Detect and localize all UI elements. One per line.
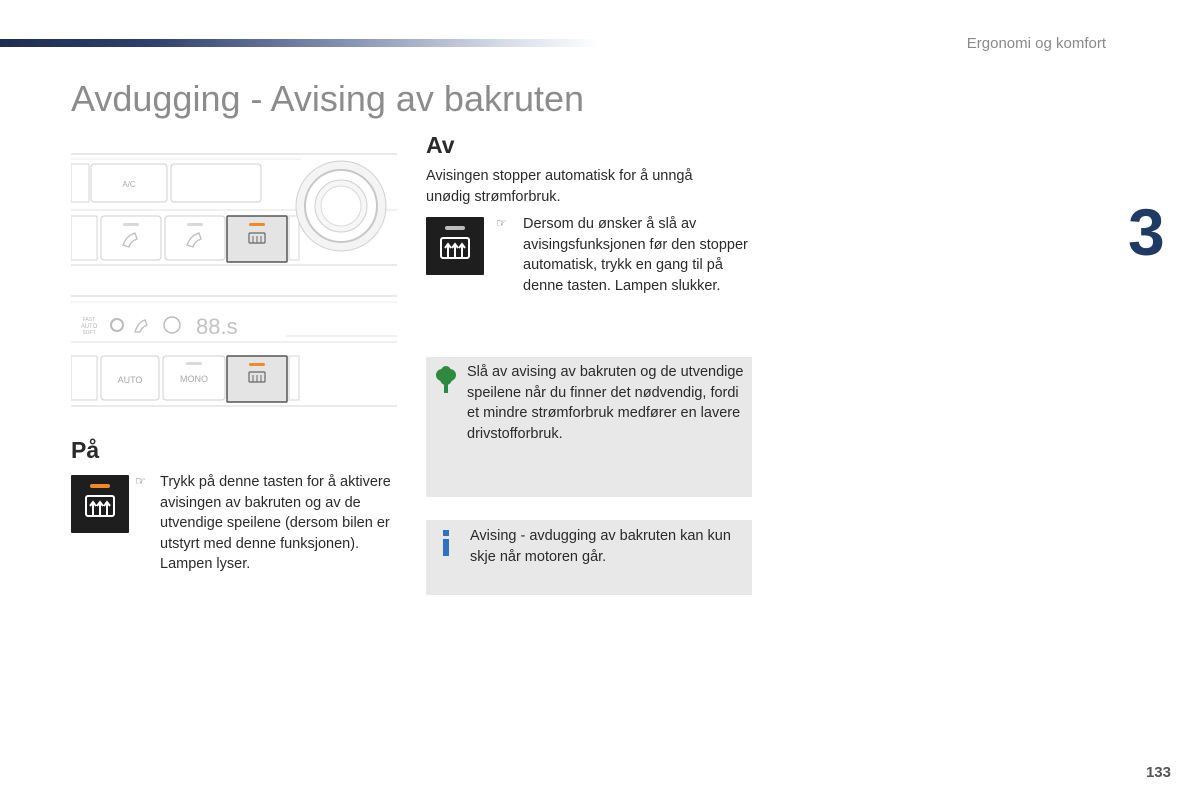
pointing-hand-icon: ☞ (135, 474, 146, 488)
climate-panel-bottom-illustration (71, 292, 397, 412)
ac-label: A/C (122, 180, 136, 189)
svg-text:AUTO: AUTO (80, 324, 98, 330)
page-number: 133 (1145, 764, 1171, 781)
pa-text: Trykk på denne tasten for å aktivere avisingen av bakruten og av de utvendige speilene (dersom bilen er utstyrt med denne funksjonen). Lampen lyser. (160, 474, 391, 572)
rear-defrost-button-off-icon (426, 217, 484, 275)
av-heading: Av (426, 132, 455, 158)
svg-text:FAST: FAST (82, 317, 96, 323)
chapter-number: 3 (1128, 195, 1165, 269)
lamp-on-indicator (90, 484, 110, 488)
av-text: Dersom du ønsker å slå av avisingsfunksjonen før den stopper automatisk, trykk en gang til på denne tasten. Lampen slukker. (523, 216, 748, 294)
av-intro-text: Avisingen stopper automatisk for å unngå unødig strømforbruk. (426, 168, 693, 205)
info-icon (440, 530, 452, 556)
page-title: Avdugging - Avising av bakruten (71, 78, 585, 119)
eco-note-box (426, 357, 752, 497)
pointing-hand-icon: ☞ (496, 216, 507, 230)
rear-defrost-button-on-icon (71, 475, 129, 533)
climate-panel-top-illustration (71, 150, 397, 270)
svg-text:AUTO: AUTO (117, 375, 143, 385)
info-note-box (426, 520, 752, 595)
eco-note-text: Slå av avising av bakruten og de utvendige speilene når du finner det nødvendig, fordi et mindre strømforbruk medfører en lavere drivstofforbruk. (467, 364, 744, 442)
section-name: Ergonomi og komfort (966, 35, 1106, 52)
svg-text:SOFT: SOFT (82, 330, 96, 336)
pa-heading: På (71, 437, 100, 463)
heated-seat-button-left (101, 216, 161, 260)
display-readout: 88.s (196, 314, 238, 339)
svg-text:MONO: MONO (180, 374, 208, 384)
lamp-off-indicator (445, 226, 465, 230)
header-accent-bar (0, 39, 600, 47)
tree-icon (434, 366, 458, 394)
info-note-text: Avising - avdugging av bakruten kan kun skje når motoren går. (470, 528, 731, 565)
heated-seat-button-right (165, 216, 225, 260)
